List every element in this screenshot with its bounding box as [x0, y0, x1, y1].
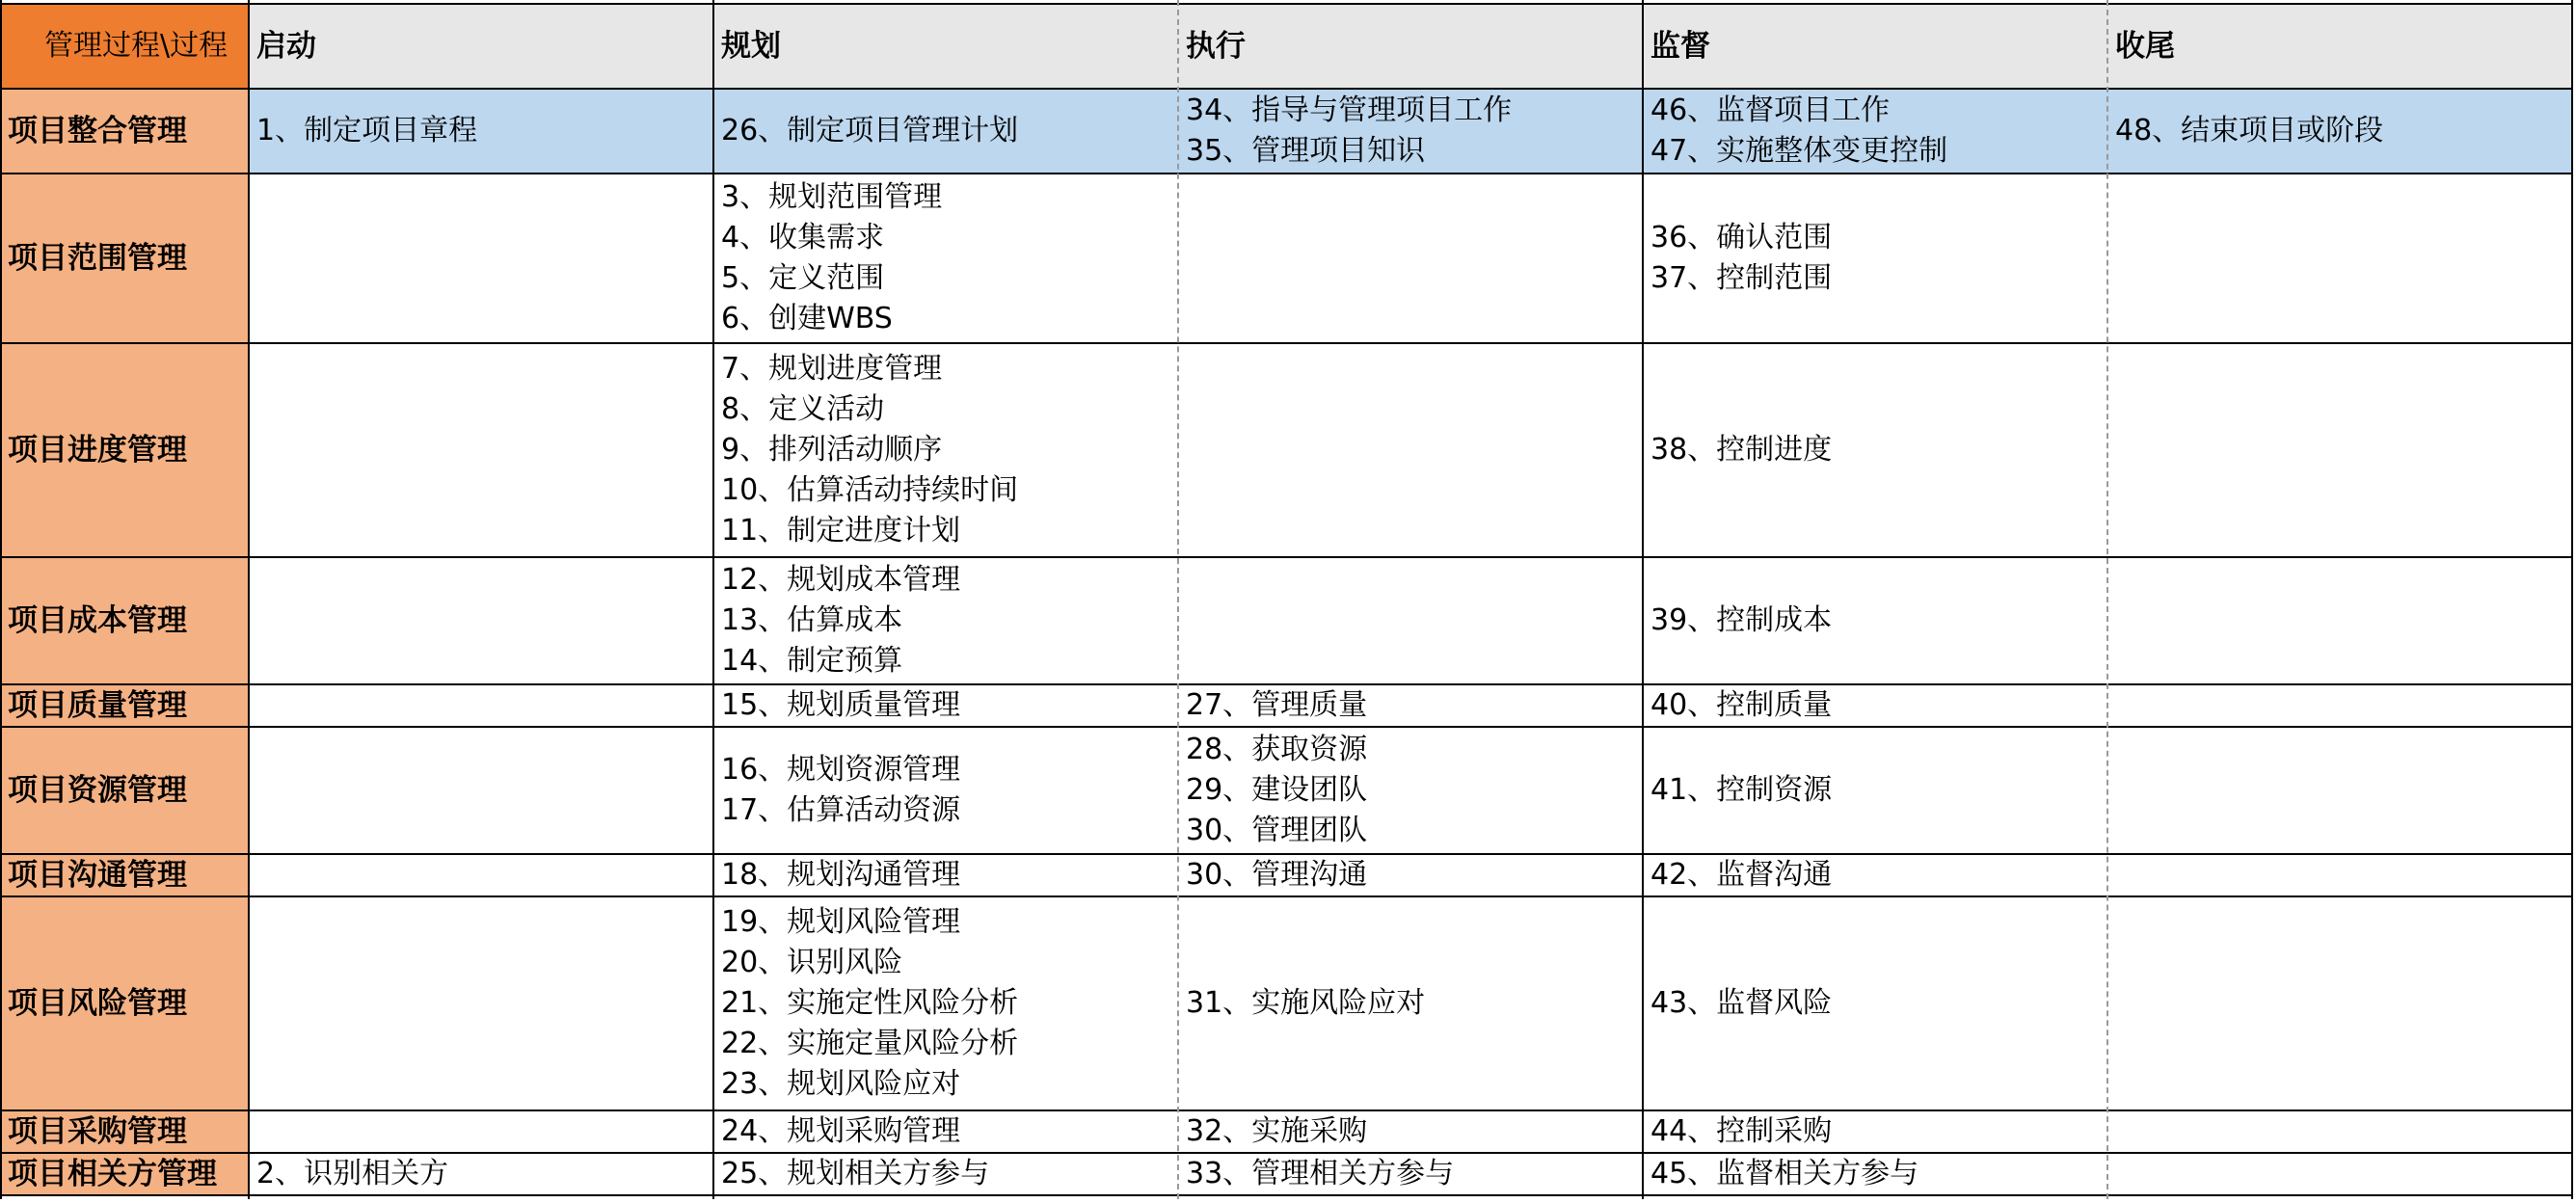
- table-cell[interactable]: [1643, 1110, 2107, 1153]
- column-gridline: [248, 0, 250, 1199]
- row-gridline: [0, 726, 2572, 728]
- row-gridline: [0, 556, 2572, 558]
- table-cell[interactable]: [713, 727, 1178, 854]
- row-header-cell[interactable]: [0, 557, 249, 684]
- table-cell[interactable]: [713, 89, 1178, 174]
- column-header-label: 收尾: [2115, 29, 2175, 64]
- process-item: 42、监督沟通: [1650, 858, 1833, 892]
- row-gridline: [0, 1109, 2572, 1111]
- process-item: 24、规划采购管理: [721, 1114, 961, 1148]
- row-header-label: 项目范围管理: [8, 241, 187, 276]
- process-item: 26、制定项目管理计划: [721, 114, 1019, 147]
- process-item: 14、制定预算: [721, 644, 903, 678]
- row-header-cell[interactable]: [0, 1110, 249, 1153]
- process-item: 36、确认范围: [1650, 221, 1833, 254]
- table-cell[interactable]: [1178, 1110, 1643, 1153]
- column-gridline: [1177, 0, 1179, 1199]
- table-cell[interactable]: [1643, 89, 2107, 174]
- process-item: 34、指导与管理项目工作: [1186, 94, 1513, 127]
- process-item: 16、规划资源管理: [721, 753, 961, 787]
- process-item: 32、实施采购: [1186, 1114, 1368, 1148]
- process-item: 38、控制进度: [1650, 433, 1833, 467]
- column-header-cell[interactable]: [1178, 4, 1643, 89]
- table-cell[interactable]: [1643, 727, 2107, 854]
- table-cell[interactable]: [2107, 89, 2572, 174]
- table-cell[interactable]: [1643, 343, 2107, 557]
- row-gridline: [0, 853, 2572, 855]
- table-cell[interactable]: [1178, 557, 1643, 684]
- table-cell[interactable]: [1178, 854, 1643, 896]
- row-header-cell[interactable]: [0, 854, 249, 896]
- row-header-label: 项目成本管理: [8, 603, 187, 638]
- process-item: 6、创建WBS: [721, 302, 893, 335]
- table-cell[interactable]: [249, 854, 713, 896]
- table-cell[interactable]: [249, 89, 713, 174]
- process-item: 31、实施风险应对: [1186, 986, 1426, 1020]
- column-header-label: 执行: [1186, 29, 1246, 64]
- row-gridline: [0, 3, 2572, 5]
- row-header-cell[interactable]: [0, 343, 249, 557]
- table-cell[interactable]: [2107, 1110, 2572, 1153]
- corner-header-label: 管理过程\过程: [44, 29, 228, 63]
- process-item: 4、收集需求: [721, 221, 885, 254]
- table-cell[interactable]: [713, 854, 1178, 896]
- table-cell[interactable]: [1643, 174, 2107, 343]
- process-item: 28、获取资源: [1186, 733, 1368, 766]
- process-item: 7、规划进度管理: [721, 352, 943, 386]
- table-cell[interactable]: [1643, 684, 2107, 727]
- table-cell[interactable]: [1178, 1153, 1643, 1195]
- process-item: 39、控制成本: [1650, 603, 1833, 637]
- table-cell[interactable]: [2107, 343, 2572, 557]
- table-cell[interactable]: [2107, 1153, 2572, 1195]
- table-cell[interactable]: [2107, 854, 2572, 896]
- column-header-label: 监督: [1650, 29, 1710, 64]
- process-item: 12、规划成本管理: [721, 563, 961, 597]
- table-cell[interactable]: [1178, 343, 1643, 557]
- row-header-label: 项目采购管理: [8, 1114, 187, 1149]
- process-item: 30、管理沟通: [1186, 858, 1368, 892]
- column-header-cell[interactable]: [1643, 4, 2107, 89]
- row-gridline: [0, 1194, 2572, 1196]
- table-cell[interactable]: [713, 1153, 1178, 1195]
- process-item: 18、规划沟通管理: [721, 858, 961, 892]
- process-item: 43、监督风险: [1650, 986, 1833, 1020]
- table-cell[interactable]: [713, 1110, 1178, 1153]
- column-header-cell[interactable]: [249, 4, 713, 89]
- process-item: 17、估算活动资源: [721, 793, 961, 827]
- table-cell[interactable]: [713, 343, 1178, 557]
- process-item: 19、规划风险管理: [721, 905, 961, 939]
- row-gridline: [0, 173, 2572, 174]
- column-header-label: 规划: [721, 29, 781, 64]
- row-header-label: 项目沟通管理: [8, 858, 187, 893]
- row-header-label: 项目风险管理: [8, 986, 187, 1021]
- row-header-label: 项目相关方管理: [8, 1157, 217, 1191]
- table-cell[interactable]: [249, 1153, 713, 1195]
- table-cell[interactable]: [1178, 727, 1643, 854]
- table-cell[interactable]: [249, 1110, 713, 1153]
- corner-header-cell[interactable]: [0, 4, 249, 89]
- table-cell[interactable]: [1178, 174, 1643, 343]
- process-item: 20、识别风险: [721, 946, 903, 979]
- process-item: 23、规划风险应对: [721, 1067, 961, 1101]
- process-item: 44、控制采购: [1650, 1114, 1833, 1148]
- process-item: 9、排列活动顺序: [721, 433, 943, 467]
- table-cell[interactable]: [249, 684, 713, 727]
- process-item: 27、管理质量: [1186, 688, 1368, 722]
- process-item: 21、实施定性风险分析: [721, 986, 1019, 1020]
- process-item: 3、规划范围管理: [721, 180, 943, 214]
- table-cell[interactable]: [2107, 684, 2572, 727]
- table-cell[interactable]: [713, 896, 1178, 1110]
- column-gridline: [712, 0, 714, 1199]
- process-item: 11、制定进度计划: [721, 514, 961, 548]
- table-cell[interactable]: [1643, 557, 2107, 684]
- row-gridline: [0, 88, 2572, 90]
- process-item: 5、定义范围: [721, 261, 885, 295]
- row-header-cell[interactable]: [0, 684, 249, 727]
- table-cell[interactable]: [2107, 896, 2572, 1110]
- process-item: 30、管理团队: [1186, 814, 1368, 847]
- process-item: 46、监督项目工作: [1650, 94, 1891, 127]
- process-item: 8、定义活动: [721, 392, 885, 426]
- row-header-label: 项目整合管理: [8, 114, 187, 148]
- table-cell[interactable]: [713, 684, 1178, 727]
- row-header-cell[interactable]: [0, 1153, 249, 1195]
- row-header-label: 项目资源管理: [8, 773, 187, 808]
- column-gridline: [2571, 0, 2573, 1199]
- column-header-cell[interactable]: [2107, 4, 2572, 89]
- process-item: 37、控制范围: [1650, 261, 1833, 295]
- column-gridline: [1642, 0, 1644, 1199]
- process-item: 40、控制质量: [1650, 688, 1833, 722]
- table-cell[interactable]: [249, 727, 713, 854]
- process-item: 48、结束项目或阶段: [2115, 114, 2384, 147]
- table-cell[interactable]: [1643, 854, 2107, 896]
- process-item: 47、实施整体变更控制: [1650, 134, 1948, 168]
- table-cell[interactable]: [249, 343, 713, 557]
- table-cell[interactable]: [1178, 684, 1643, 727]
- process-item: 10、估算活动持续时间: [721, 473, 1019, 507]
- row-header-cell[interactable]: [0, 89, 249, 174]
- table-cell[interactable]: [1178, 89, 1643, 174]
- column-gridline: [2106, 0, 2108, 1199]
- process-item: 35、管理项目知识: [1186, 134, 1426, 168]
- process-item: 13、估算成本: [721, 603, 903, 637]
- table-cell[interactable]: [249, 174, 713, 343]
- sheet-left-border: [0, 0, 2, 1199]
- table-cell[interactable]: [2107, 174, 2572, 343]
- row-header-cell[interactable]: [0, 896, 249, 1110]
- process-item: 25、规划相关方参与: [721, 1157, 990, 1190]
- row-gridline: [0, 342, 2572, 344]
- process-item: 2、识别相关方: [256, 1157, 449, 1190]
- process-item: 45、监督相关方参与: [1650, 1157, 1919, 1190]
- row-gridline: [0, 1152, 2572, 1154]
- table-cell[interactable]: [713, 174, 1178, 343]
- column-header-label: 启动: [256, 29, 316, 64]
- row-header-label: 项目质量管理: [8, 688, 187, 723]
- row-header-cell[interactable]: [0, 174, 249, 343]
- row-gridline: [0, 683, 2572, 685]
- table-cell[interactable]: [1643, 1153, 2107, 1195]
- row-gridline: [0, 896, 2572, 897]
- table-cell[interactable]: [1643, 896, 2107, 1110]
- process-item: 22、实施定量风险分析: [721, 1027, 1019, 1060]
- process-item: 29、建设团队: [1186, 773, 1368, 807]
- table-cell[interactable]: [2107, 727, 2572, 854]
- table-cell[interactable]: [249, 896, 713, 1110]
- column-header-cell[interactable]: [713, 4, 1178, 89]
- process-item: 1、制定项目章程: [256, 114, 478, 147]
- process-item: 41、控制资源: [1650, 773, 1833, 807]
- table-cell[interactable]: [713, 557, 1178, 684]
- process-item: 33、管理相关方参与: [1186, 1157, 1455, 1190]
- row-header-cell[interactable]: [0, 727, 249, 854]
- process-item: 15、规划质量管理: [721, 688, 961, 722]
- table-cell[interactable]: [1178, 896, 1643, 1110]
- row-header-label: 项目进度管理: [8, 433, 187, 468]
- table-cell[interactable]: [249, 557, 713, 684]
- table-cell[interactable]: [2107, 557, 2572, 684]
